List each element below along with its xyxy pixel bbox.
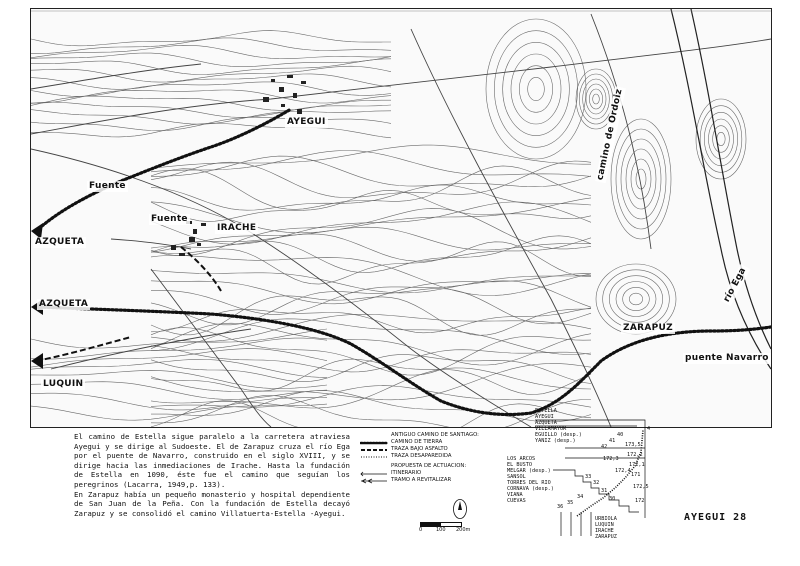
profile-number: 172,5 (633, 484, 649, 490)
legend-row (360, 470, 490, 477)
legend-row (360, 432, 490, 439)
topographic-map (31, 9, 771, 427)
scale-bar (420, 522, 480, 536)
profile-label: AYEGUI (535, 414, 554, 420)
direction-label-luquin: LUQUIN (43, 379, 84, 389)
legend-swatch-itinerary (360, 471, 388, 477)
profile-number: 172,1 (629, 462, 645, 468)
scale-tick: 100 (436, 527, 446, 533)
legend-title: ANTIGUO CAMINO DE SANTIAGO: (391, 432, 479, 438)
profile-label: VILLAMAYOR (535, 426, 567, 432)
profile-lines (505, 408, 657, 548)
legend-label: TRAZA BAJO ASFALTO (391, 446, 448, 452)
direction-label-azqueta: AZQUETA (39, 299, 89, 309)
bridge-label-puente-navarro: puente Navarro (685, 353, 769, 363)
legend-label: CAMINO DE TIERRA (391, 439, 443, 445)
profile-label: MELGAR (desp.) (507, 468, 551, 474)
river-label-rio-ega: río Ega (721, 264, 750, 306)
profile-label: CORNAVA (desp.) (507, 486, 554, 492)
rio-ega (671, 9, 771, 369)
legend-label: TRAZA DESAPAREDIDA (391, 453, 452, 459)
profile-label: AZQUETA (535, 420, 557, 426)
roads (31, 14, 771, 427)
legend-subtitle: PROPUESTA DE ACTUACION: (391, 463, 467, 469)
profile-number: 173,5 (625, 442, 641, 448)
profile-label: ZARAPUZ (595, 534, 617, 540)
scale-tick: 0 (419, 527, 423, 533)
profile-number: 33 (585, 474, 592, 480)
profile-number: 41 (609, 438, 616, 444)
profile-label: VIANA (507, 492, 523, 498)
profile-number: 36 (557, 504, 564, 510)
legend-label: ITINERARIO (391, 470, 422, 476)
road-label-camino-de-ordoiz: camino de Ordoiz (595, 86, 626, 183)
profile-label: YANIZ (desp.) (535, 438, 576, 444)
scale-tick: 200m (456, 527, 471, 533)
legend-swatch-asphalt (360, 447, 388, 453)
page-reference: AYEGUI 28 (684, 512, 748, 523)
place-label-irache: IRACHE (217, 223, 257, 233)
spring-label: Fuente (151, 214, 188, 224)
profile-number: 172,3 (603, 456, 619, 462)
legend-label: TRAMO A REVITALIZAR (391, 477, 452, 483)
profile-number: 4 (647, 426, 651, 432)
profile-number: 32 (593, 480, 600, 486)
direction-label-azqueta: AZQUETA (35, 237, 85, 247)
legend-row (360, 477, 490, 484)
map-legend (360, 432, 490, 484)
legend-row (360, 453, 490, 460)
profile-number: 31 (601, 488, 608, 494)
route-description (74, 432, 350, 518)
profile-label: EL BUSTO (507, 462, 532, 468)
profile-number: 172,2 (627, 452, 643, 458)
profile-number: 172,4 (615, 468, 631, 474)
profile-label: LUQUIN (595, 522, 614, 528)
place-label-zarapuz: ZARAPUZ (623, 323, 673, 333)
profile-number: 171 (631, 472, 641, 478)
description-paragraph: El camino de Estella sigue paralelo a la carretera atraviesa Ayegui y se dirige al Sudoeste. El de Zarapuz cruza el río Ega por el puente de Navarro, construido en el siglo XVIII, y se dirige hacia las inmediaciones de Irache. Hasta la fundación de Estella en 1090, éste fue el camino que seguían los peregrinos (Lacarra, 1949,p. 133). (74, 432, 350, 489)
profile-number: 40 (617, 432, 624, 438)
profile-number: 42 (601, 444, 608, 450)
description-paragraph: En Zarapuz había un pequeño monasterio y hospital dependiente de San Juan de la Peña. Con la fundación de Estella decayó Zarapuz y se consolidó el camino Villatuerta-Estella -Ayegui. (74, 489, 350, 518)
profile-label: TORRES DEL RIO (507, 480, 551, 486)
legend-row (360, 463, 490, 470)
profile-number: 172 (635, 498, 645, 504)
place-label-ayegui: AYEGUI (287, 117, 326, 127)
profile-label: LOS ARCOS (507, 456, 536, 462)
north-arrow-icon (452, 498, 468, 520)
profile-label: CUEVAS (507, 498, 526, 504)
profile-number: 30 (609, 496, 616, 502)
profile-label: EGUILLO (desp.) (535, 432, 582, 438)
spring-label: Fuente (89, 181, 126, 191)
route-profile-diagram (505, 408, 657, 548)
map-frame (30, 8, 772, 428)
profile-label: ESTELLA (535, 408, 557, 414)
camino-de-santiago-route (36, 109, 771, 415)
legend-row (360, 446, 490, 453)
legend-swatch-dirt-road (360, 440, 388, 446)
legend-swatch-disappeared (360, 454, 388, 460)
profile-number: 34 (577, 494, 584, 500)
profile-label: URBIOLA (595, 516, 617, 522)
legend-row (360, 439, 490, 446)
profile-number: 35 (567, 500, 574, 506)
profile-label: IRACHE (595, 528, 614, 534)
contour-lines (31, 19, 746, 427)
legend-swatch-revitalize (360, 478, 388, 484)
profile-label: SANSOL (507, 474, 526, 480)
